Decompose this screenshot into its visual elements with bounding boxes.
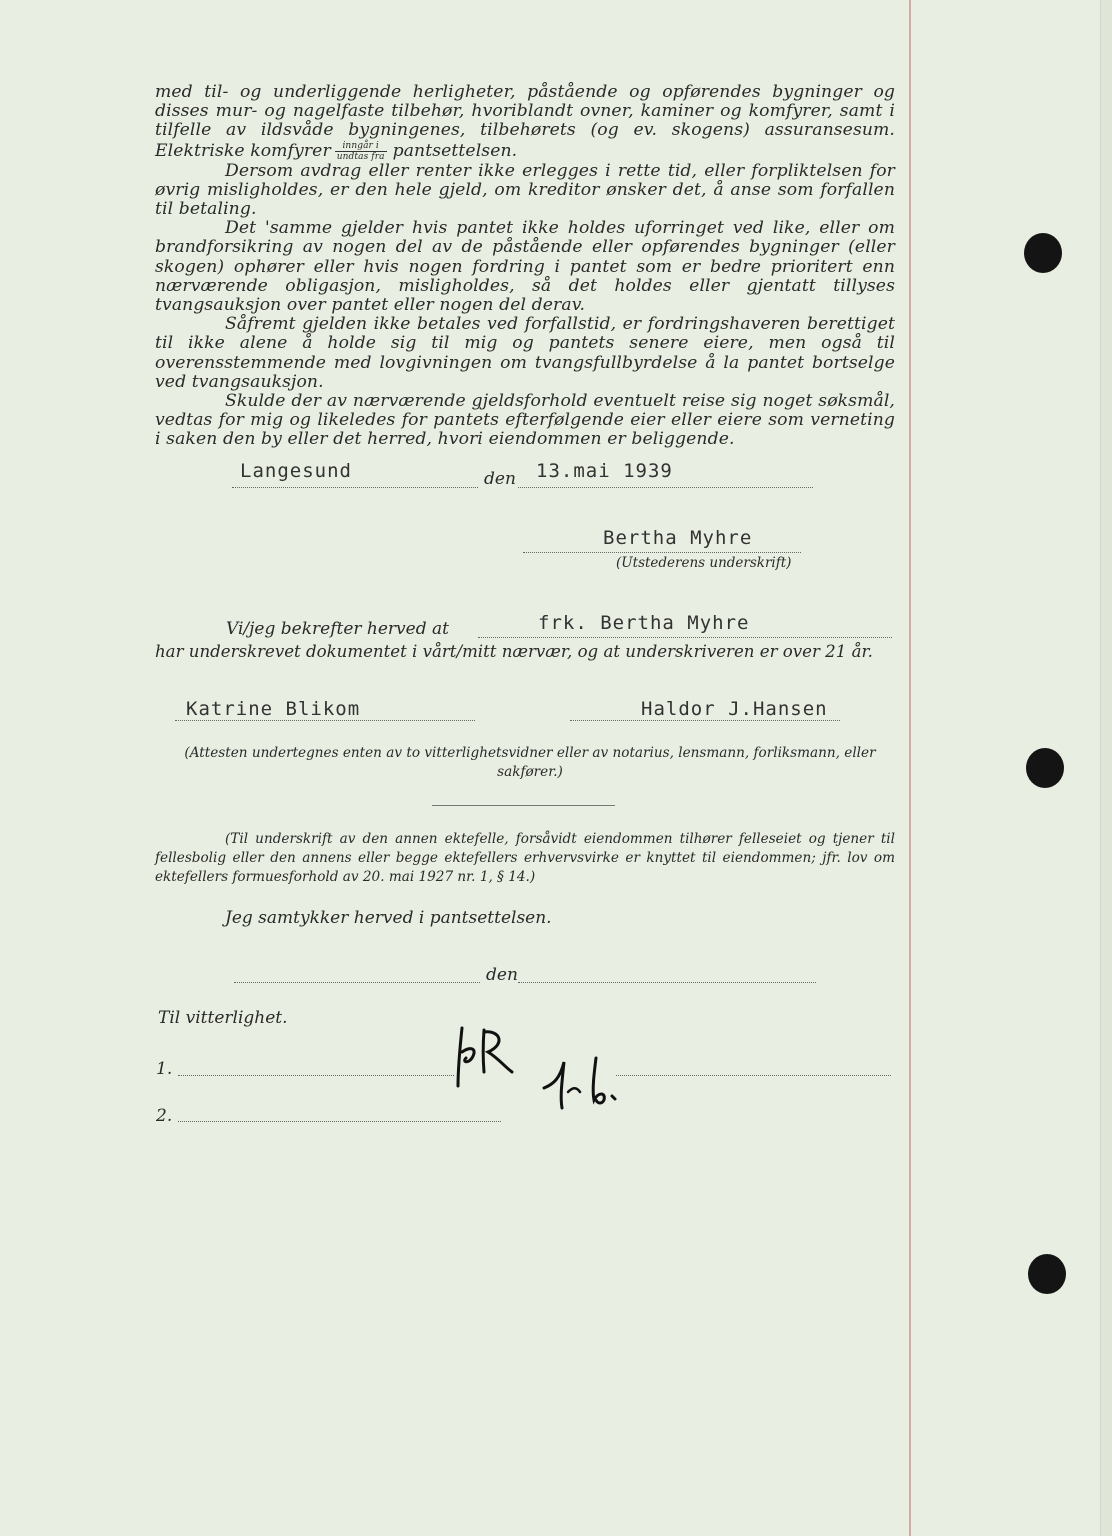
- attest-name-line: [478, 637, 892, 638]
- page-edge-strip: [1100, 0, 1112, 1536]
- date-value: 13.mai 1939: [536, 460, 673, 482]
- date-line: [518, 487, 813, 488]
- spouse-place-line: [234, 982, 480, 983]
- place-line: [232, 487, 478, 488]
- spouse-den-label: den: [486, 965, 518, 985]
- punch-hole-icon: [1026, 748, 1064, 788]
- attest-prefix: Vi/jeg bekrefter herved at: [226, 619, 449, 639]
- place-value: Langesund: [240, 460, 352, 482]
- witness-line-1a: [178, 1075, 454, 1076]
- spouse-consent: Jeg samtykker herved i pantsettelsen.: [225, 908, 552, 928]
- paragraph-4: Såfremt gjelden ikke betales ved forfallstid, er fordringshaveren berettiget til ikke alene å holde sig til mig og pantets senere eiere, men også til overensstemmende med lovgivningen om tvangsfullbyrdelse å la pantet bortselge ved tvangsauksjon.: [155, 314, 895, 392]
- witness-line-2: [178, 1121, 501, 1122]
- attest-note: (Attesten undertegnes enten av to vitterlighetsvidner eller av notarius, lensmann, forliksmann, eller sakfører.): [184, 745, 876, 780]
- witness-2-line: [570, 720, 840, 721]
- issuer-signature-line: [523, 552, 801, 553]
- issuer-signature: Bertha Myhre: [603, 527, 753, 549]
- paragraph-1: med til- og underliggende herligheter, påstående og opførendes bygninger og disses mur- og nagelfaste tilbehør, hvoriblandt ovner, kaminer og komfyrer, samt i tilfelle av ildsvåde bygningenes, tilbehørets (og ev. skogens) assuransesum. Elektriske komfyrer $\frac{\text{inngår i}}{\text{undtas fra}}$ pantsettelsen.: [155, 82, 895, 162]
- witness-2-name: Haldor J.Hansen: [641, 698, 828, 720]
- paragraph-2: Dersom avdrag eller renter ikke erlegges i rette tid, eller forpliktelsen for øvrig misligholdes, er den hele gjeld, om kreditor ønsker det, å anse som forfallen til betaling.: [155, 160, 895, 220]
- red-margin-line: [909, 0, 911, 1536]
- attest-statement: har underskrevet dokumentet i vårt/mitt nærvær, og at underskriveren er over 21 år.: [155, 642, 873, 661]
- witness-1-line: [175, 720, 475, 721]
- witness-section-title: Til vitterlighet.: [158, 1008, 288, 1028]
- handwritten-initials-mark: [450, 1022, 520, 1092]
- witness-1-name: Katrine Blikom: [186, 698, 361, 720]
- witness-line-1b: [616, 1075, 891, 1076]
- spouse-note: (Til underskrift av den annen ektefelle, forsåvidt eiendommen tilhører felleseiet og tjener til fellesbolig eller den annens eller begge ektefellers erhvervsvirke er knyttet til eiendommen; jfr. lov om ektefellers formuesforhold av 20. mai 1927 nr. 1, § 14.): [155, 831, 895, 885]
- attested-person: frk. Bertha Myhre: [538, 612, 750, 634]
- pledge-terms: [155, 83, 895, 450]
- den-label: den: [484, 469, 516, 489]
- spouse-date-line: [518, 982, 816, 983]
- paragraph-5: Skulde der av nærværende gjeldsforhold eventuelt reise sig noget søksmål, vedtas for mig og likeledes for pantets efterfølgende eier eller eiere som verneting i saken den by eller det herred, hvori eiendommen er beliggende.: [155, 391, 895, 450]
- paragraph-3: Det 'samme gjelder hvis pantet ikke holdes uforringet ved like, eller om brandforsikring av nogen del av de påstående eller opførendes bygninger (eller skogen) ophører eller hvis nogen fordring i pantet som er bedre prioritert enn nærværende obligasjon, misligholdes, så det holdes eller gjentatt tillyses tvangsauksjon over pantet eller nogen del derav.: [155, 218, 895, 316]
- fraction-choice: $\frac{\text{inngår i}}{\text{undtas fra}}$: [336, 140, 385, 162]
- separator-line: [432, 805, 615, 806]
- handwritten-initials-mark: [540, 1052, 630, 1112]
- punch-hole-icon: [1028, 1254, 1066, 1294]
- issuer-caption: (Utstederens underskrift): [616, 555, 792, 571]
- witness-number-1: 1.: [156, 1059, 173, 1079]
- punch-hole-icon: [1024, 233, 1062, 273]
- witness-number-2: 2.: [156, 1106, 173, 1126]
